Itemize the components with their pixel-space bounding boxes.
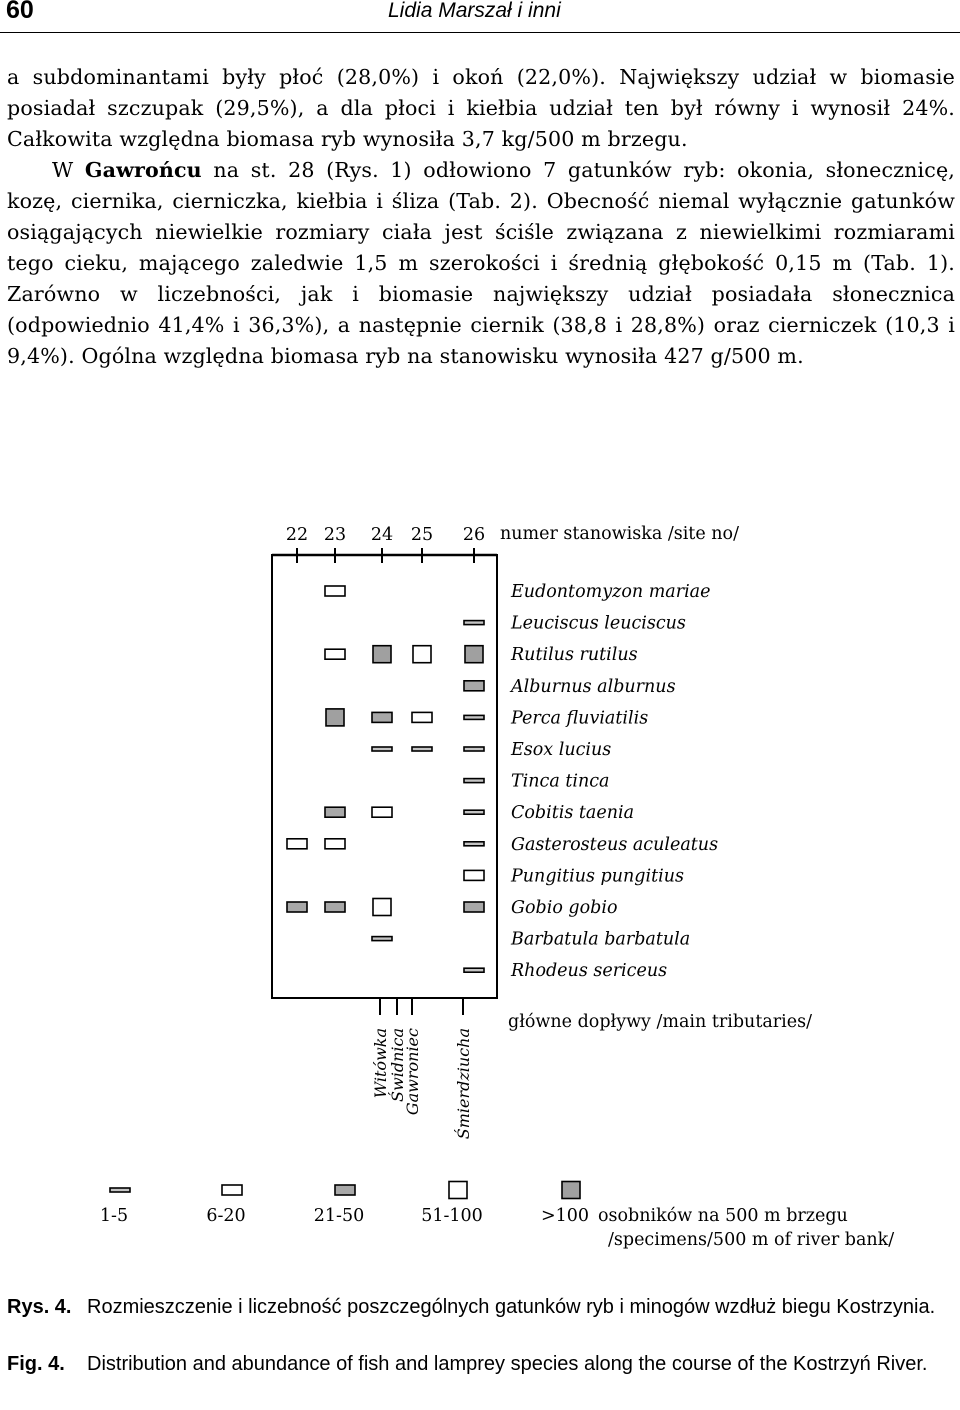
legend-symbol: [222, 1185, 242, 1195]
site-number-23: 23: [323, 525, 347, 545]
caption-pl: [7, 1293, 955, 1349]
abundance-mark: [464, 870, 484, 880]
abundance-mark: [325, 649, 345, 659]
species-label: Rutilus rutilus: [511, 645, 638, 666]
site-number-25: 25: [410, 525, 434, 545]
tributary-label: Świdnica: [388, 1028, 407, 1102]
legend-symbol: [449, 1182, 467, 1199]
abundance-mark: [325, 902, 345, 912]
abundance-mark: [412, 712, 432, 722]
site-axis-label: numer stanowiska /site no/: [500, 524, 739, 544]
legend-label: >100: [540, 1206, 590, 1226]
legend-unit-label: osobników na 500 m brzegu: [598, 1206, 848, 1226]
caption-en-text: Distribution and abundance of fish and lamprey species along the course of the Kostrzyń River.: [87, 1353, 928, 1375]
species-label: Esox lucius: [511, 740, 612, 760]
abundance-mark: [464, 968, 484, 972]
site-number-22: 22: [285, 525, 309, 545]
abundance-mark: [464, 621, 484, 625]
abundance-mark: [372, 937, 392, 941]
legend-label: 6-20: [206, 1206, 246, 1226]
page-number: 60: [6, 0, 34, 24]
abundance-mark: [325, 586, 345, 596]
caption-pl-label: Rys. 4.: [7, 1296, 72, 1318]
abundance-mark: [326, 709, 344, 726]
abundance-mark: [464, 779, 484, 783]
abundance-mark: [372, 747, 392, 751]
tributaries-label: główne dopływy /main tributaries/: [508, 1012, 812, 1032]
abundance-mark: [287, 839, 307, 849]
tributary-label: Śmierdziucha: [454, 1028, 473, 1140]
running-title: Lidia Marszał i inni: [388, 0, 561, 22]
abundance-mark: [464, 681, 484, 691]
caption-en-label: Fig. 4.: [7, 1353, 65, 1375]
abundance-mark: [372, 807, 392, 817]
species-label: Rhodeus sericeus: [511, 961, 668, 982]
site-number-26: 26: [462, 525, 486, 545]
caption-pl-text: Rozmieszczenie i liczebność poszczególnych gatunków ryb i minogów wzdłuż biegu Kostrzynia.: [87, 1296, 936, 1318]
caption-en: [7, 1350, 955, 1406]
species-label: Barbatula barbatula: [511, 929, 691, 950]
legend-label: 51-100: [421, 1206, 483, 1226]
abundance-mark: [464, 810, 484, 814]
species-label: Alburnus alburnus: [511, 676, 676, 697]
legend-label: 1-5: [99, 1206, 129, 1226]
species-label: Gobio gobio: [511, 898, 618, 918]
species-label: Perca fluviatilis: [511, 708, 649, 729]
abundance-mark: [464, 747, 484, 751]
species-label: Pungitius pungitius: [511, 866, 684, 887]
legend-symbol: [335, 1185, 355, 1195]
abundance-mark: [373, 646, 391, 663]
species-label: Cobitis taenia: [511, 803, 635, 824]
legend-unit-label-en: /specimens/500 m of river bank/: [608, 1230, 895, 1250]
abundance-marks: [100, 525, 718, 1226]
abundance-mark: [325, 839, 345, 849]
abundance-mark: [464, 902, 484, 912]
abundance-mark: [413, 646, 431, 663]
site-number-24: 24: [370, 525, 394, 545]
paragraph-1: a subdominantami były płoć (28,0%) i okoń (22,0%). Największy udział w biomasie posiadał szczupak (29,5%), a dla płoci i kiełbia udział ten był równy i wynosił 24%. Całkowita względna biomasa ryb wynosiła 3,7 kg/500 m brzegu.: [7, 65, 955, 151]
abundance-mark: [412, 747, 432, 751]
abundance-mark: [325, 807, 345, 817]
abundance-mark: [464, 842, 484, 846]
tributary-label: Witówka: [371, 1028, 390, 1099]
legend-symbol: [110, 1188, 130, 1192]
abundance-mark: [372, 712, 392, 722]
paragraph-2: W Gawrońcu na st. 28 (Rys. 1) odłowiono 7 gatunków ryb: okonia, słonecznicę, kozę, ciernika, cierniczka, kiełbia i śliza (Tab. 2). Obecność niemal wyłącznie gatunków osiągających niewielkie rozmiary ciała jest ściśle związana z niewielkimi rozmiarami tego cieku, mającego zaledwie 1,5 m szerokości i średnią głębokość 0,15 m (Tab. 1). Zarówno w liczebności, jak i biomasie największy udział posiadała słonecznica (odpowiednio 41,4% i 36,3%), a następnie ciernik (38,8 i 28,8%) oraz cierniczek (10,3 i 9,4%). Ogólna względna biomasa ryb na stanowisku wynosiła 427 g/500 m.: [7, 158, 956, 368]
legend-symbol: [562, 1182, 580, 1199]
species-label: Leuciscus leuciscus: [511, 613, 686, 634]
place-name: Gawrońcu: [84, 158, 202, 182]
species-label: Gasterosteus aculeatus: [511, 834, 719, 855]
abundance-mark: [287, 902, 307, 912]
abundance-mark: [464, 715, 484, 719]
legend-label: 21-50: [313, 1206, 365, 1226]
species-label: Tinca tinca: [511, 771, 610, 792]
tributary-label: Gawroniec: [403, 1028, 422, 1116]
abundance-mark: [465, 646, 483, 663]
species-label: Eudontomyzon mariae: [511, 582, 711, 602]
abundance-mark: [373, 899, 391, 916]
